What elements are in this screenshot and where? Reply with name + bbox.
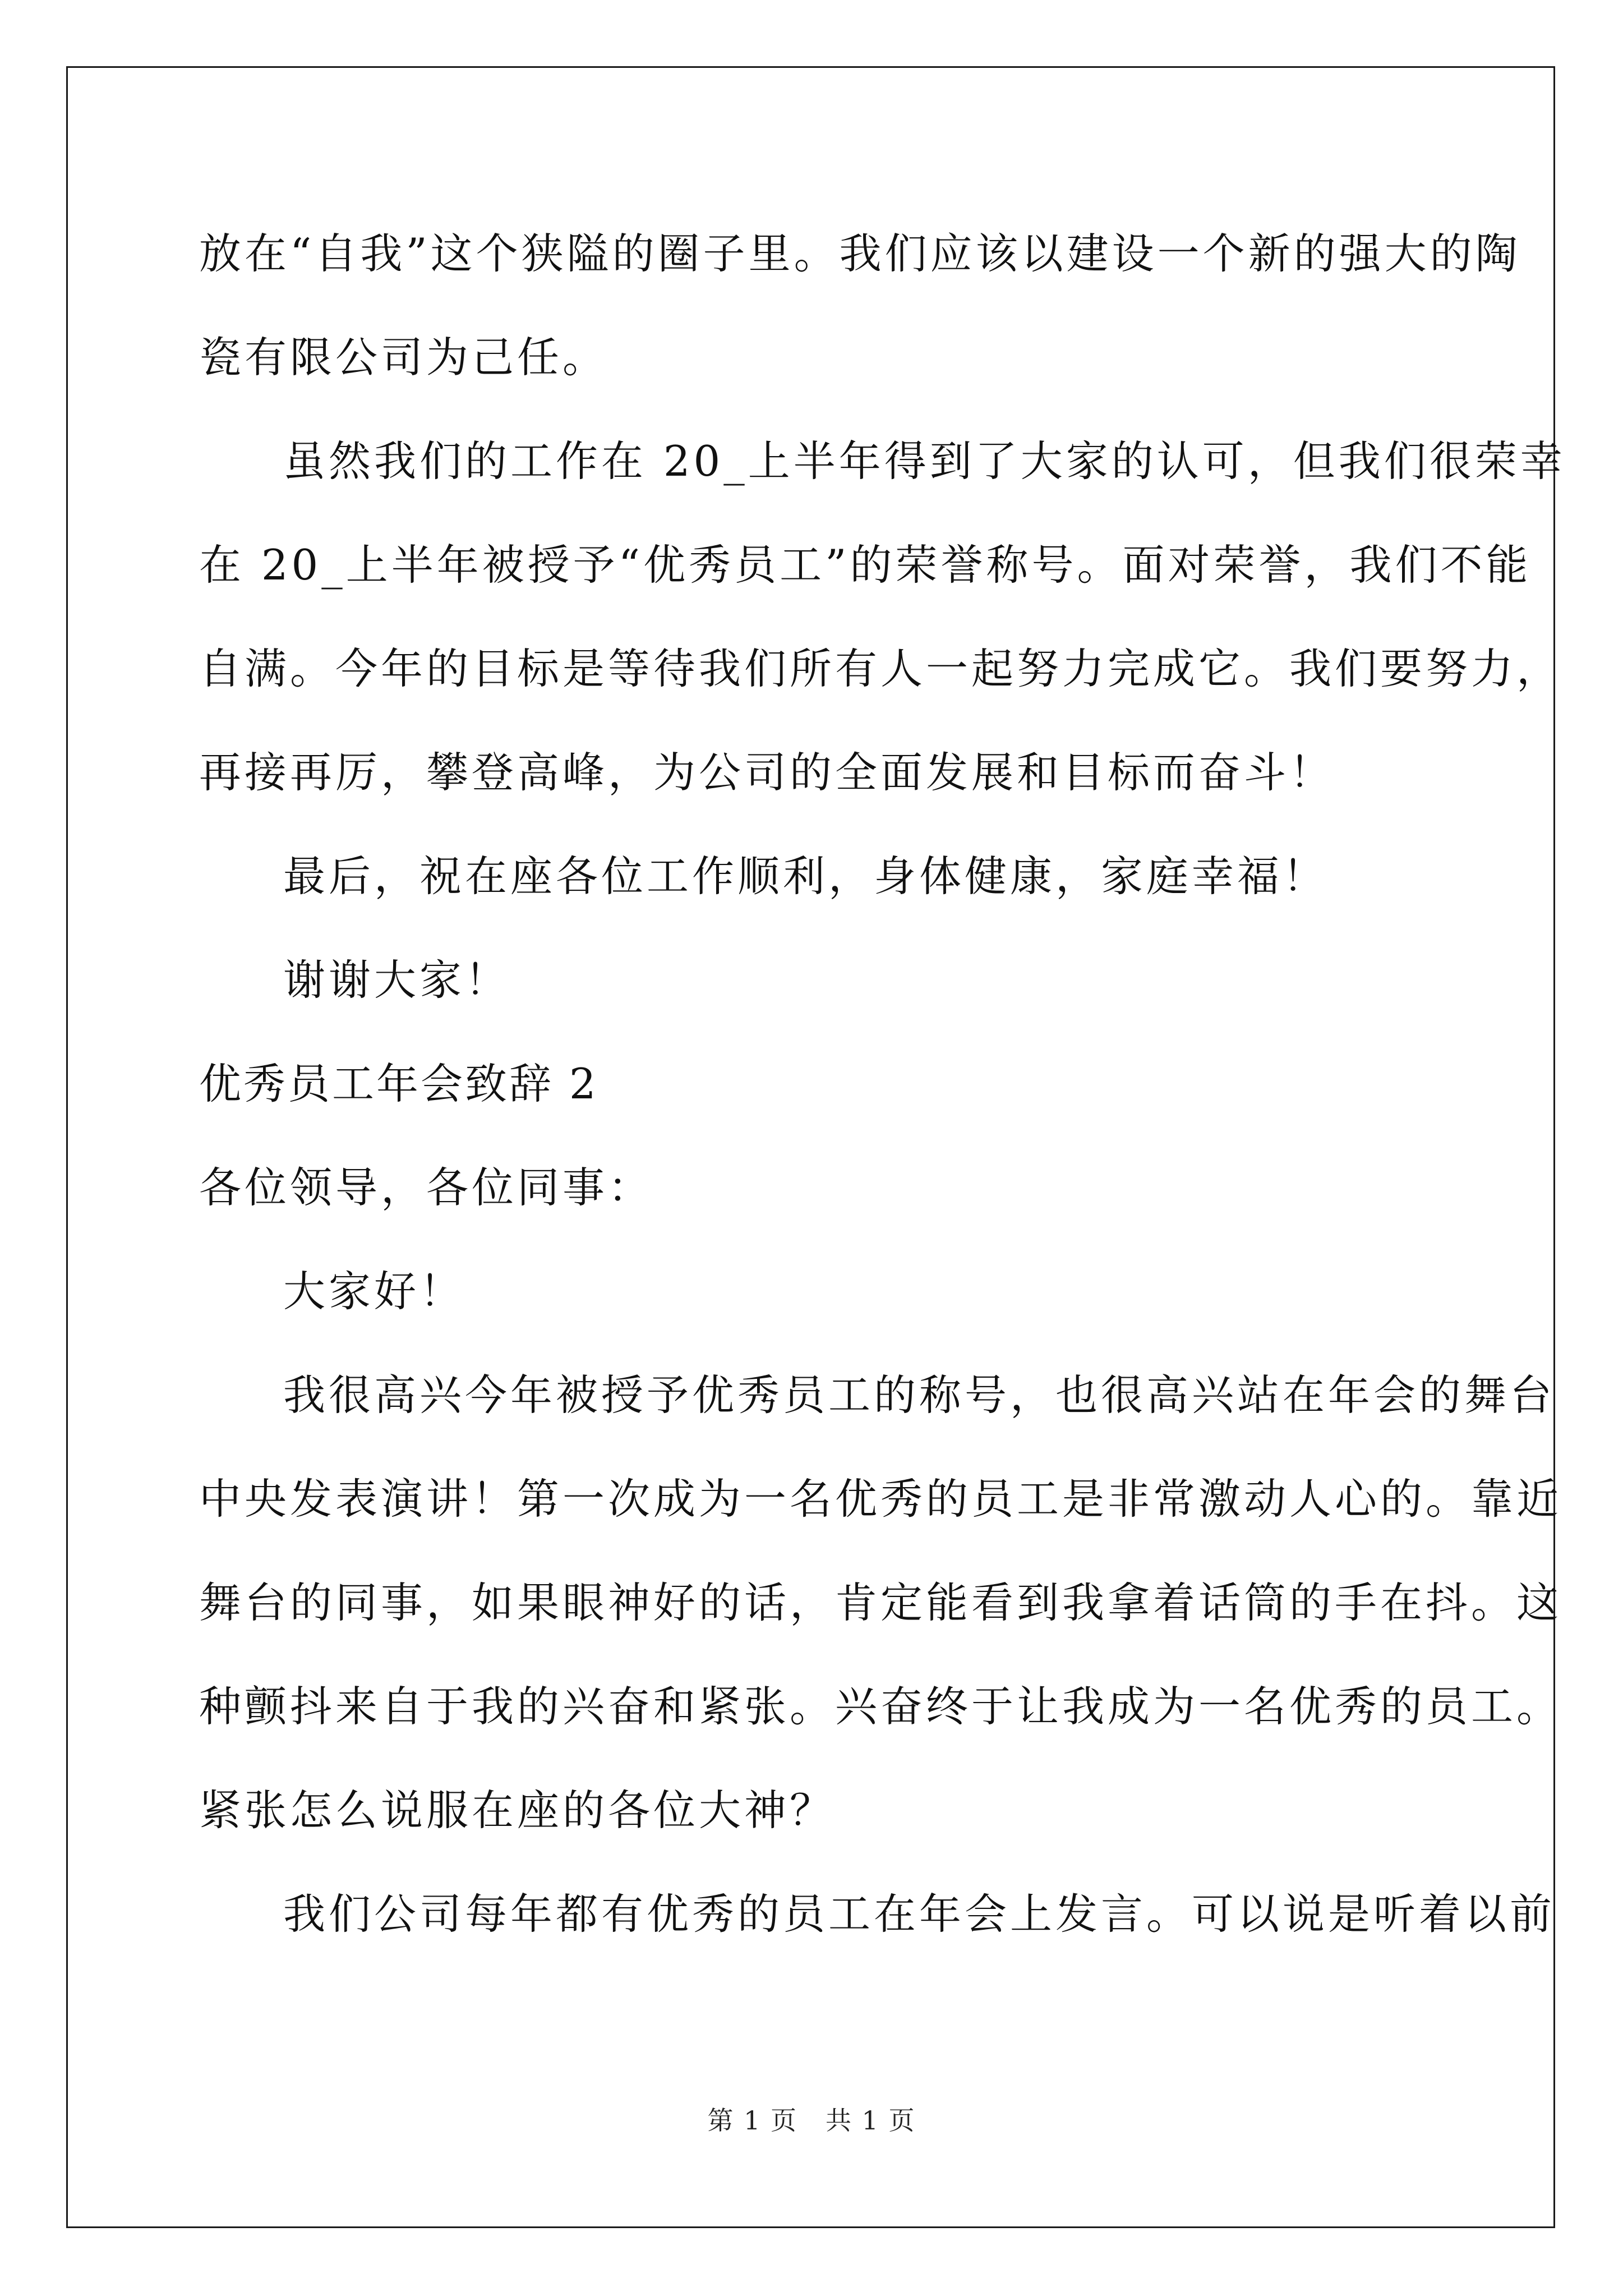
paragraph-line: 我们公司每年都有优秀的员工在年会上发言。可以说是听着以前 xyxy=(283,1889,1556,1939)
thanks-line: 谢谢大家！ xyxy=(283,955,511,1005)
paragraph-line: 舞台的同事，如果眼神好的话，肯定能看到我拿着话筒的手在抖。这 xyxy=(199,1578,1562,1627)
section-heading: 优秀员工年会致辞 2 xyxy=(199,1059,598,1108)
page-footer xyxy=(0,2104,1623,2137)
page-number: 第 1 页 xyxy=(707,2105,797,2136)
closing-wishes: 最后，祝在座各位工作顺利，身体健康，家庭幸福！ xyxy=(283,852,1329,901)
paragraph-line: 再接再厉，攀登高峰，为公司的全面发展和目标而奋斗！ xyxy=(199,748,1335,797)
greeting: 大家好！ xyxy=(283,1267,465,1316)
paragraph-line: 瓷有限公司为己任。 xyxy=(199,333,608,382)
paragraph-line: 在 20_上半年被授予“优秀员工”的荣誉称号。面对荣誉，我们不能 xyxy=(199,540,1532,590)
paragraph-line: 放在“自我”这个狭隘的圈子里。我们应该以建设一个新的强大的陶 xyxy=(199,229,1521,278)
paragraph-line: 自满。今年的目标是等待我们所有人一起努力完成它。我们要努力， xyxy=(199,644,1562,693)
paragraph-line: 紧张怎么说服在座的各位大神？ xyxy=(199,1786,836,1835)
page-total: 共 1 页 xyxy=(826,2105,916,2136)
paragraph-line: 虽然我们的工作在 20_上半年得到了大家的认可，但我们很荣幸 xyxy=(283,436,1566,486)
document-body xyxy=(199,202,1566,1966)
paragraph-line: 我很高兴今年被授予优秀员工的称号，也很高兴站在年会的舞台 xyxy=(283,1370,1556,1420)
salutation: 各位领导，各位同事： xyxy=(199,1163,654,1212)
paragraph-line: 中央发表演讲！第一次成为一名优秀的员工是非常激动人心的。靠近 xyxy=(199,1474,1562,1524)
paragraph-line: 种颤抖来自于我的兴奋和紧张。兴奋终于让我成为一名优秀的员工。 xyxy=(199,1682,1562,1731)
